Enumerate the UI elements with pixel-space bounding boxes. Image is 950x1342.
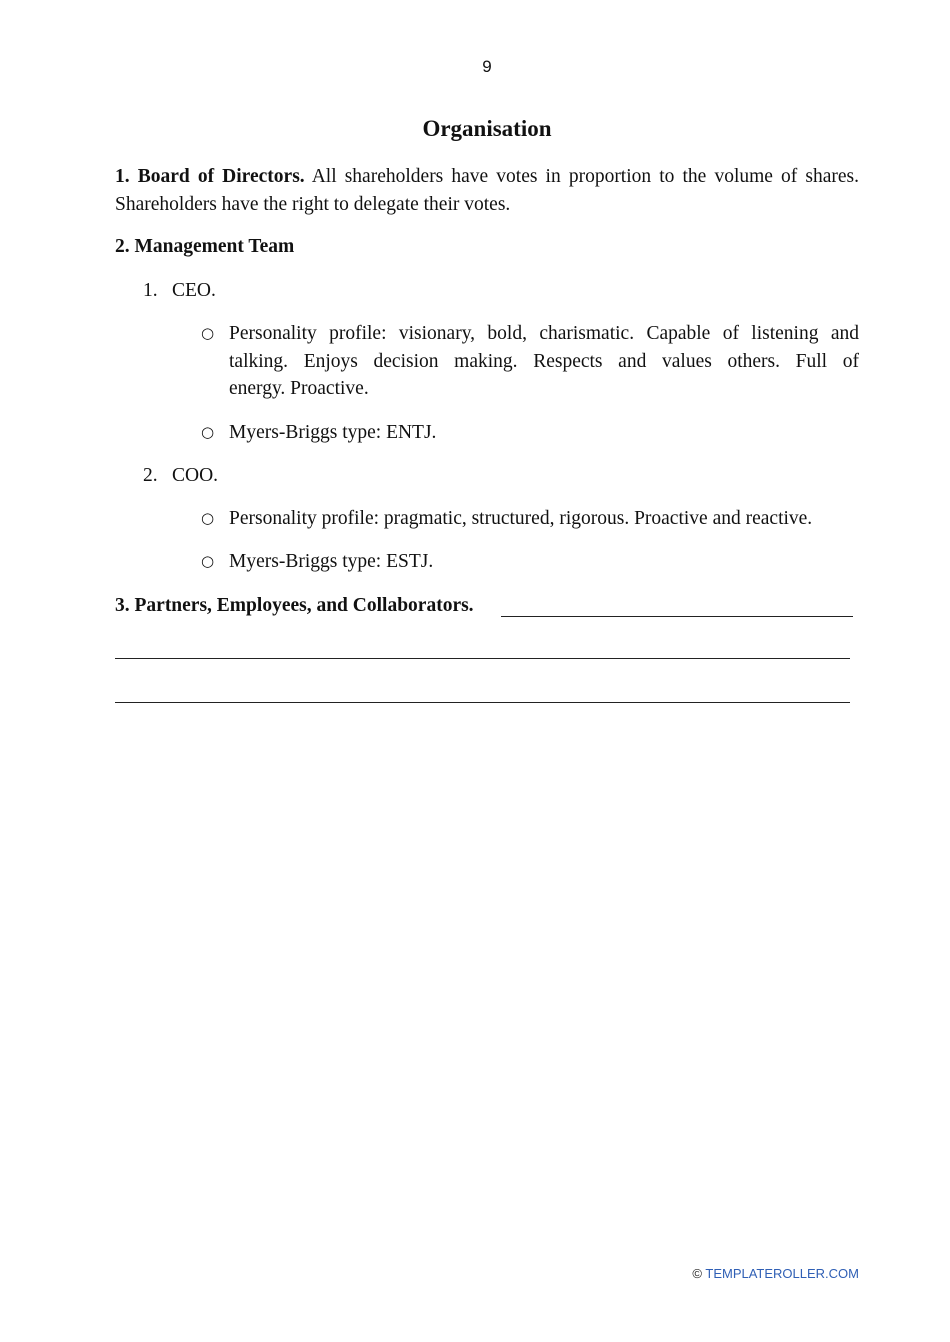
list-label: COO. [172, 465, 219, 486]
list-item-ceo [143, 277, 216, 305]
coo-personality-text: Personality profile: pragmatic, structured, rigorous. Proactive and reactive. [229, 508, 813, 529]
list-number: 1. [143, 280, 158, 301]
board-of-directors-text-line2: Shareholders have the right to delegate their votes. [115, 193, 511, 215]
list-label: CEO. [172, 280, 216, 301]
fill-in-line[interactable] [115, 658, 850, 659]
partners-fill-in-blank[interactable] [501, 616, 853, 617]
list-number: 2. [143, 465, 158, 486]
board-of-directors-paragraph [115, 163, 859, 218]
management-team-heading: 2. Management Team [115, 236, 295, 257]
ceo-personality-line2: talking. Enjoys decision making. Respects and values others. Full of [229, 350, 859, 372]
ceo-personality-line3: energy. Proactive. [229, 378, 369, 399]
page-number: 9 [482, 57, 492, 76]
circle-bullet-icon: ○ [201, 324, 215, 342]
partners-heading: 3. Partners, Employees, and Collaborators. [115, 595, 474, 616]
fill-in-line[interactable] [115, 702, 850, 703]
footer-copyright [692, 1266, 859, 1281]
circle-bullet-icon: ○ [201, 509, 215, 527]
page-title: Organisation [422, 116, 552, 141]
circle-bullet-icon: ○ [201, 423, 215, 441]
circle-bullet-icon: ○ [201, 552, 215, 570]
board-of-directors-text-line1: All shareholders have votes in proportion to the volume of shares. [311, 166, 859, 187]
coo-myers-briggs-text: Myers-Briggs type: ESTJ. [229, 551, 434, 572]
list-item-coo [143, 462, 218, 490]
copyright-icon: © [692, 1266, 702, 1281]
ceo-myers-briggs-text: Myers-Briggs type: ENTJ. [229, 422, 437, 443]
board-of-directors-heading: 1. Board of Directors. [115, 166, 305, 187]
ceo-personality-line1: Personality profile: visionary, bold, charismatic. Capable of listening and [229, 323, 859, 344]
templateroller-link[interactable]: TEMPLATEROLLER.COM [705, 1266, 859, 1281]
